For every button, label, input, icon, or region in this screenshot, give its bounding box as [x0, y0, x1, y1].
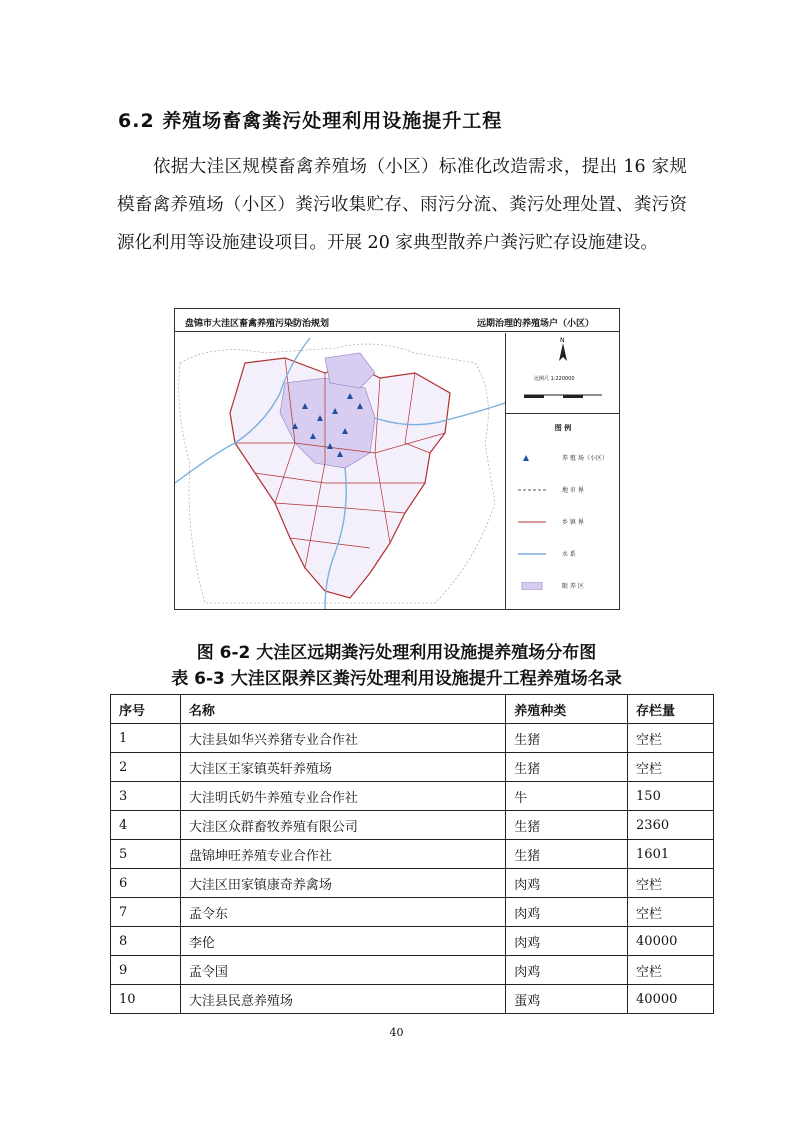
legend-label: 养 殖 场（小区） [562, 455, 608, 462]
cell-index: 3 [111, 782, 181, 811]
table-header-row [111, 695, 714, 724]
cell-index: 8 [111, 927, 181, 956]
page-number: 40 [389, 1026, 404, 1039]
cell-name: 大洼区王家镇英轩养殖场 [180, 753, 505, 782]
cell-index: 7 [111, 898, 181, 927]
cell-name: 孟令国 [180, 956, 505, 985]
cell-species: 生猪 [506, 811, 628, 840]
cell-stock: 空栏 [628, 753, 714, 782]
scale-label: 比例尺 1:220000 [534, 376, 575, 382]
figure-caption: 图 6-2 大洼区远期粪污处理利用设施提养殖场分布图 [196, 643, 597, 663]
table-row [111, 811, 714, 840]
cell-species: 牛 [506, 782, 628, 811]
table-row [111, 782, 714, 811]
legend-town-boundary [518, 515, 618, 529]
cell-stock: 150 [628, 782, 714, 811]
map-title: 盘锦市大洼区畜禽养殖污染防治规划 [185, 319, 330, 329]
legend-restricted [518, 579, 618, 593]
cell-name: 大洼区众群畜牧养殖有限公司 [180, 811, 505, 840]
cell-index: 9 [111, 956, 181, 985]
cell-species: 肉鸡 [506, 956, 628, 985]
cell-stock: 40000 [628, 927, 714, 956]
cell-species: 生猪 [506, 724, 628, 753]
map-svg [175, 333, 505, 609]
cell-species: 生猪 [506, 753, 628, 782]
cell-index: 5 [111, 840, 181, 869]
table-caption: 表 6-3 大洼区限养区粪污处理利用设施提升工程养殖场名录 [171, 669, 622, 689]
cell-species: 生猪 [506, 840, 628, 869]
cell-species: 肉鸡 [506, 898, 628, 927]
cell-name: 孟令东 [180, 898, 505, 927]
cell-index: 10 [111, 985, 181, 1014]
water-line-icon [518, 550, 546, 558]
cell-stock: 40000 [628, 985, 714, 1014]
cell-index: 6 [111, 869, 181, 898]
cell-stock: 空栏 [628, 724, 714, 753]
dashed-line-icon [518, 486, 546, 494]
cell-index: 1 [111, 724, 181, 753]
table-row [111, 753, 714, 782]
cell-stock: 1601 [628, 840, 714, 869]
triangle-marker-icon [518, 454, 546, 462]
legend-city-boundary [518, 483, 618, 497]
area-fill-icon [518, 582, 546, 590]
legend-water [518, 547, 618, 561]
farm-records-table [110, 694, 714, 1014]
cell-species: 肉鸡 [506, 927, 628, 956]
table-row [111, 985, 714, 1014]
header-stock: 存栏量 [628, 695, 714, 724]
cell-name: 大洼区田家镇康奇养禽场 [180, 869, 505, 898]
north-arrow-icon [506, 333, 620, 413]
table-row [111, 724, 714, 753]
map-sidebar [505, 333, 620, 609]
table-row [111, 840, 714, 869]
cell-name: 盘锦坤旺养殖专业合作社 [180, 840, 505, 869]
cell-index: 2 [111, 753, 181, 782]
table-row [111, 898, 714, 927]
cell-stock: 空栏 [628, 956, 714, 985]
cell-name: 大洼明氏奶牛养殖专业合作社 [180, 782, 505, 811]
header-name: 名称 [180, 695, 505, 724]
map-drawing [175, 333, 505, 609]
cell-stock: 2360 [628, 811, 714, 840]
cell-species: 肉鸡 [506, 869, 628, 898]
header-species: 养殖种类 [506, 695, 628, 724]
cell-stock: 空栏 [628, 869, 714, 898]
cell-species: 蛋鸡 [506, 985, 628, 1014]
header-index: 序号 [111, 695, 181, 724]
table-row [111, 956, 714, 985]
cell-name: 李伦 [180, 927, 505, 956]
svg-text:N: N [560, 337, 565, 344]
legend-label: 水 系 [562, 551, 576, 558]
legend-farm [518, 451, 618, 465]
map-subtitle: 远期治理的养殖场户（小区） [477, 319, 595, 329]
body-paragraph: 依据大洼区规模畜禽养殖场（小区）标准化改造需求，提出 16 家规模畜禽养殖场（小区）粪污收集贮存、雨污分流、粪污处理处置、粪污资源化利用等设施建设项目。开展 20 家典型散养户粪污贮存设施建设。 [117, 157, 687, 253]
legend-label: 限 养 区 [562, 583, 584, 590]
section-heading: 6.2 养殖场畜禽粪污处理利用设施提升工程 [118, 110, 503, 132]
map-header-divider [175, 331, 619, 332]
distribution-map [174, 308, 620, 610]
cell-name: 大洼县如华兴养猪专业合作社 [180, 724, 505, 753]
legend-label: 乡 镇 界 [562, 519, 584, 526]
table-row [111, 869, 714, 898]
compass-panel [506, 333, 620, 414]
table-row [111, 927, 714, 956]
cell-name: 大洼县民意养殖场 [180, 985, 505, 1014]
cell-stock: 空栏 [628, 898, 714, 927]
solid-line-icon [518, 518, 546, 526]
legend-title: 图 例 [554, 424, 572, 432]
cell-index: 4 [111, 811, 181, 840]
legend-label: 地 市 界 [562, 487, 584, 494]
